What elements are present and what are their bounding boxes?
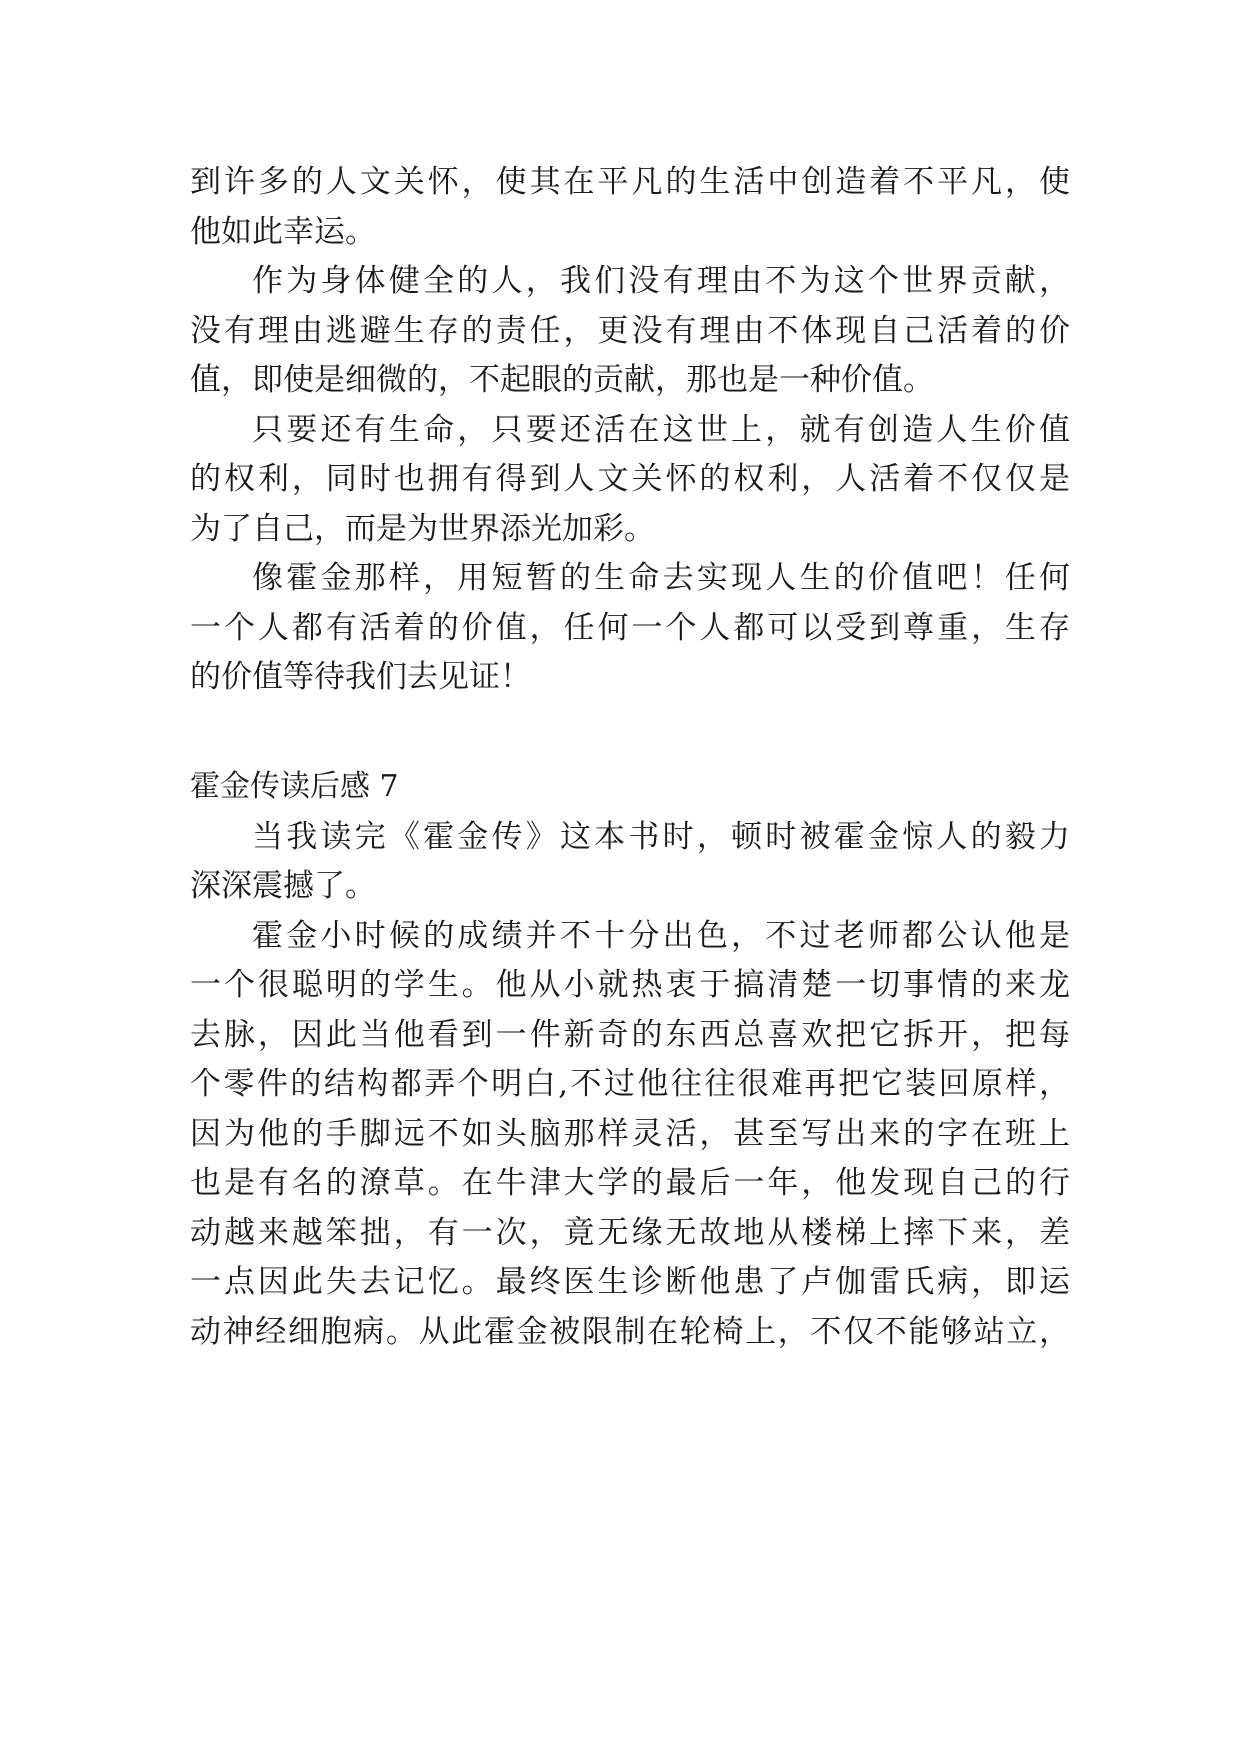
paragraph-line: 动越来越笨拙，有一次，竟无缘无故地从楼梯上摔下来，差 — [190, 1215, 1070, 1251]
paragraph-line: 动神经细胞病。从此霍金被限制在轮椅上，不仅不能够站立， — [190, 1314, 1070, 1350]
paragraph-line: 像霍金那样，用短暂的生命去实现人生的价值吧！任何 — [252, 560, 1070, 596]
paragraph-line: 为了自己，而是为世界添光加彩。 — [190, 511, 655, 547]
paragraph-line: 到许多的人文关怀，使其在平凡的生活中创造着不平凡，使 — [190, 164, 1070, 200]
paragraph-line: 值，即使是细微的，不起眼的贡献，那也是一种价值。 — [190, 362, 934, 398]
section-heading: 霍金传读后感 7 — [190, 769, 399, 804]
paragraph-line: 深深震撼了。 — [190, 868, 376, 904]
paragraph-line: 没有理由逃避生存的责任，更没有理由不体现自己活着的价 — [190, 313, 1070, 349]
paragraph-line: 的权利，同时也拥有得到人文关怀的权利，人活着不仅仅是 — [190, 461, 1070, 497]
paragraph-line: 只要还有生命，只要还活在这世上，就有创造人生价值 — [252, 412, 1070, 448]
paragraph-line: 因为他的手脚远不如头脑那样灵活，甚至写出来的字在班上 — [190, 1116, 1070, 1152]
paragraph-line: 一个很聪明的学生。他从小就热衷于搞清楚一切事情的来龙 — [190, 967, 1070, 1003]
paragraph-line: 一个人都有活着的价值，任何一个人都可以受到尊重，生存 — [190, 610, 1070, 646]
paragraph-line: 当我读完《霍金传》这本书时，顿时被霍金惊人的毅力 — [252, 819, 1070, 855]
paragraph-line: 的价值等待我们去见证！ — [190, 659, 531, 695]
paragraph-line: 作为身体健全的人，我们没有理由不为这个世界贡献， — [252, 263, 1070, 299]
paragraph-line: 霍金小时候的成绩并不十分出色，不过老师都公认他是 — [252, 918, 1070, 954]
paragraph-line: 他如此幸运。 — [190, 214, 376, 250]
paragraph-line: 一点因此失去记忆。最终医生诊断他患了卢伽雷氏病，即运 — [190, 1264, 1070, 1300]
paragraph-line: 去脉，因此当他看到一件新奇的东西总喜欢把它拆开，把每 — [190, 1017, 1070, 1053]
paragraph-line: 个零件的结构都弄个明白,不过他往往很难再把它装回原样， — [190, 1066, 1070, 1102]
paragraph-line: 也是有名的潦草。在牛津大学的最后一年，他发现自己的行 — [190, 1165, 1070, 1201]
